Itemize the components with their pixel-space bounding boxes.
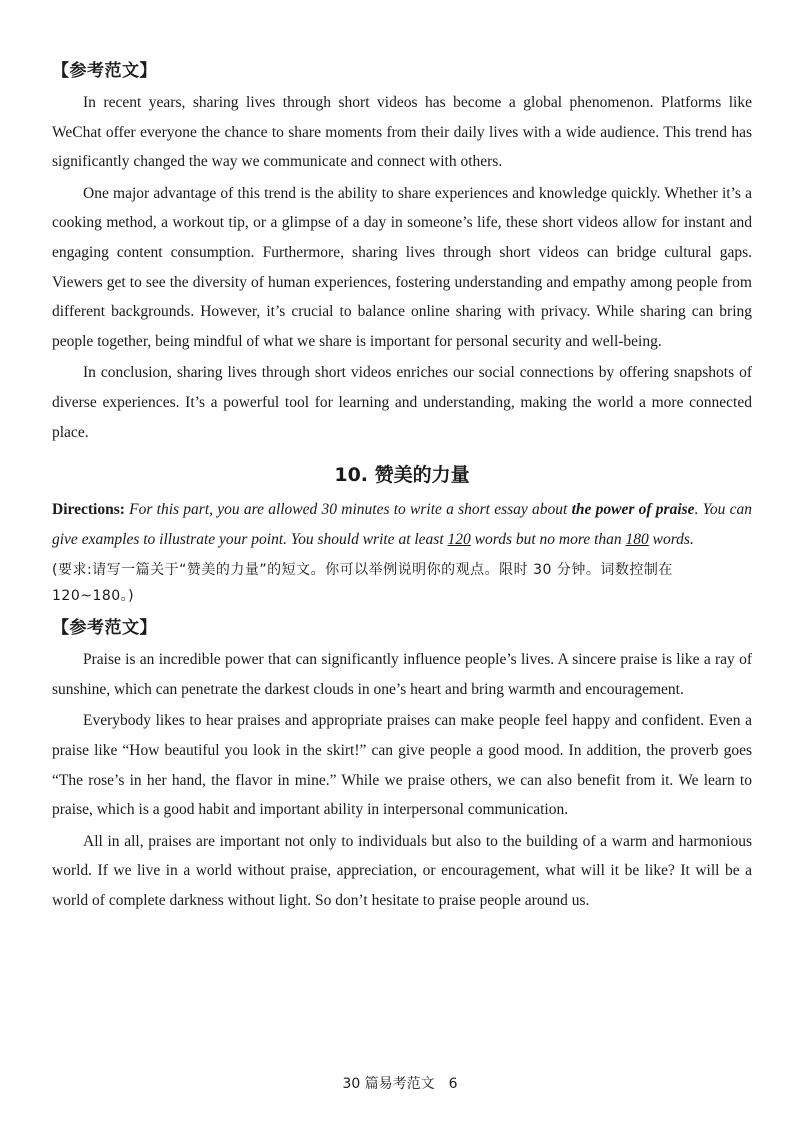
directions-text: words but no more than	[470, 531, 626, 549]
essay-paragraph: One major advantage of this trend is the ability to share experiences and knowledge quickly. Whether it’s a cooking method, a workout tip, or a glimpse of a day in someone’s life, these short videos allow for instant and engaging content consumption. Furthermore, sharing lives through short videos can bridge cultural gaps. Viewers get to see the diversity of human experiences, fostering understanding and empathy among people from different backgrounds. However, it’s crucial to balance online sharing with privacy. While sharing can bring people together, being mindful of what we share is important for personal security and well-being.	[52, 184, 752, 350]
page-footer	[0, 1074, 800, 1094]
min-words: 120	[447, 531, 471, 549]
directions-text: . You can give examples to illustrate your point. You should write at least	[52, 501, 753, 549]
essay-paragraph: In recent years, sharing lives through short videos has become a global phenomenon. Platforms like WeChat offer everyone the chance to share moments from their daily lives with a wide audience. This trend has significantly changed the way we communicate and connect with others.	[52, 94, 752, 171]
essay-paragraph: All in all, praises are important not only to individuals but also to the building of a warm and harmonious world. If we live in a world without praise, appreciation, or encouragement, what will it be like? It will be a world of complete darkness without light. So don’t hesitate to praise people around us.	[52, 832, 752, 909]
essay-paragraph: In conclusion, sharing lives through short videos enriches our social connections by offering snapshots of diverse experiences. It’s a powerful tool for learning and understanding, making the world a more connected place.	[52, 364, 752, 441]
essay-paragraph: Everybody likes to hear praises and appropriate praises can make people feel happy and confident. Even a praise like “How beautiful you look in the skirt!” can give people a good mood. In addition, the proverb goes “The rose’s in her hand, the flavor in mine.” While we praise others, we can also benefit from it. We learn to praise, which is a good habit and important ability in interpersonal communication.	[52, 712, 752, 819]
directions-label: Directions:	[52, 501, 125, 519]
directions-text: words.	[648, 531, 694, 549]
reference-essay-heading: 【参考范文】	[52, 61, 157, 81]
page-number: 6	[448, 1076, 458, 1092]
directions	[52, 495, 752, 555]
topic-title: 10. 赞美的力量	[334, 464, 470, 487]
reference-essay-heading: 【参考范文】	[52, 618, 157, 639]
max-words: 180	[625, 531, 649, 549]
directions-text: For this part, you are allowed 30 minutes to write a short essay about	[124, 501, 572, 519]
chinese-requirement: (要求:请写一篇关于“赞美的力量”的短文。你可以举例说明你的观点。限时 30 分钟。词数控制在 120~180。)	[52, 562, 673, 605]
essay-paragraph: Praise is an incredible power that can significantly influence people’s lives. A sincere praise is like a ray of sunshine, which can penetrate the darkest clouds in one’s heart and bring warmth and encouragement.	[52, 651, 752, 698]
directions-topic: the power of praise	[571, 501, 695, 519]
book-title: 30 篇易考范文	[342, 1076, 435, 1092]
